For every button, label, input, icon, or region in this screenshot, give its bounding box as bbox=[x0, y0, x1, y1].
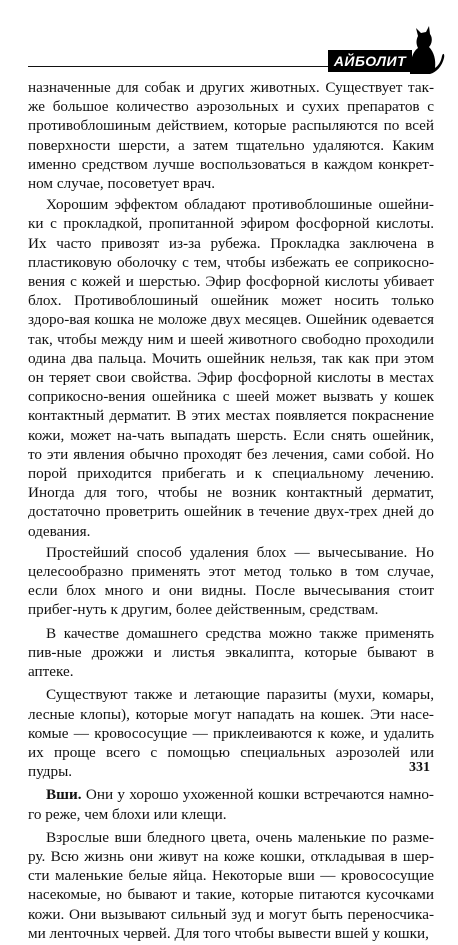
header-title: АЙБОЛИТ bbox=[328, 50, 412, 72]
running-header bbox=[0, 0, 458, 80]
paragraph: Взрослые вши бледного цвета, очень маленькие по разме-ру. Всю жизнь они живут на коже кошки, откладывая в шер-сти маленькие белые яйца. Некоторые вши — кровососущие насекомые, но бывают и такие, которые питаются кусочками кожи. Они вызывают сильный зуд и могут быть переносчика-ми ленточных червей. Для того чтобы вывести вшей у кошки, bbox=[28, 828, 434, 942]
lice-text: Они у хорошо ухоженной кошки встречаются намно-го реже, чем блохи или клещи. bbox=[28, 786, 434, 823]
lice-paragraph bbox=[28, 785, 434, 823]
body-text bbox=[28, 78, 434, 945]
paragraph: назначенные для собак и других животных. Существует так-же большое количество аэрозольных и сухих препаратов с противоблошиным действием, которые распыляются по всей поверхности шерсти, а затем тщательно удаляются. Каким именно средством лучше воспользоваться в каждом конкрет-ном случае, посоветует врач. bbox=[28, 79, 434, 193]
paragraph: Простейший способ удаления блох — вычесывание. Но целесообразно применять этот метод только в том случае, если блох много и они видны. После вычесывания стоит прибег-нуть к другим, более действенным, средствам. bbox=[28, 543, 434, 619]
page-number: 331 bbox=[409, 760, 430, 775]
cat-icon bbox=[402, 22, 446, 76]
header-rule bbox=[28, 66, 328, 67]
lice-term: Вши. bbox=[46, 786, 82, 804]
paragraph: Хорошим эффектом обладают противоблошиные ошейни-ки с прокладкой, пропитанной эфиром фосфорной кислоты. Их часто привозят из-за рубежа. Прокладка заключена в пластиковую оболочку с тем, чтобы избежать ее соприкосно-вения с кожей и шерстью. Эфир фосфорной кислоты убивает блох. Противоблошиный ошейник может носить только здоро-вая кошка не моложе двух месяцев. Ошейник одевается так, чтобы между ним и шеей животного свободно проходили одина два пальца. Мочить ошейник нельзя, так как при этом он теряет свои свойства. Эфир фосфорной кислоты в местах соприкосно-вения ошейника с шеей может вызвать у кошек контактный дерматит. В этих местах появляется покраснение кожи, может на-чать выпадать шерсть. Если снять ошейник, то эти явления обычно проходят без лечения, сами собой. Но порой приходится прибегать и к специальному лечению. Иногда для того, чтобы не возник контактный дерматит, достаточно проветрить ошейник в течение двух-трех дней до одевания. bbox=[28, 196, 434, 540]
paragraph: В качестве домашнего средства можно также применять пив-ные дрожжи и листья эвкалипта, которые бывают в аптеке. bbox=[28, 624, 434, 681]
paragraph: Существуют также и летающие паразиты (мухи, комары, лесные клопы), которые могут нападать на кошек. Эти насе-комые — кровососущие — приклеиваются к коже, и удалить их проще всего с помощью специальных аэрозолей или пудры. bbox=[28, 686, 434, 781]
